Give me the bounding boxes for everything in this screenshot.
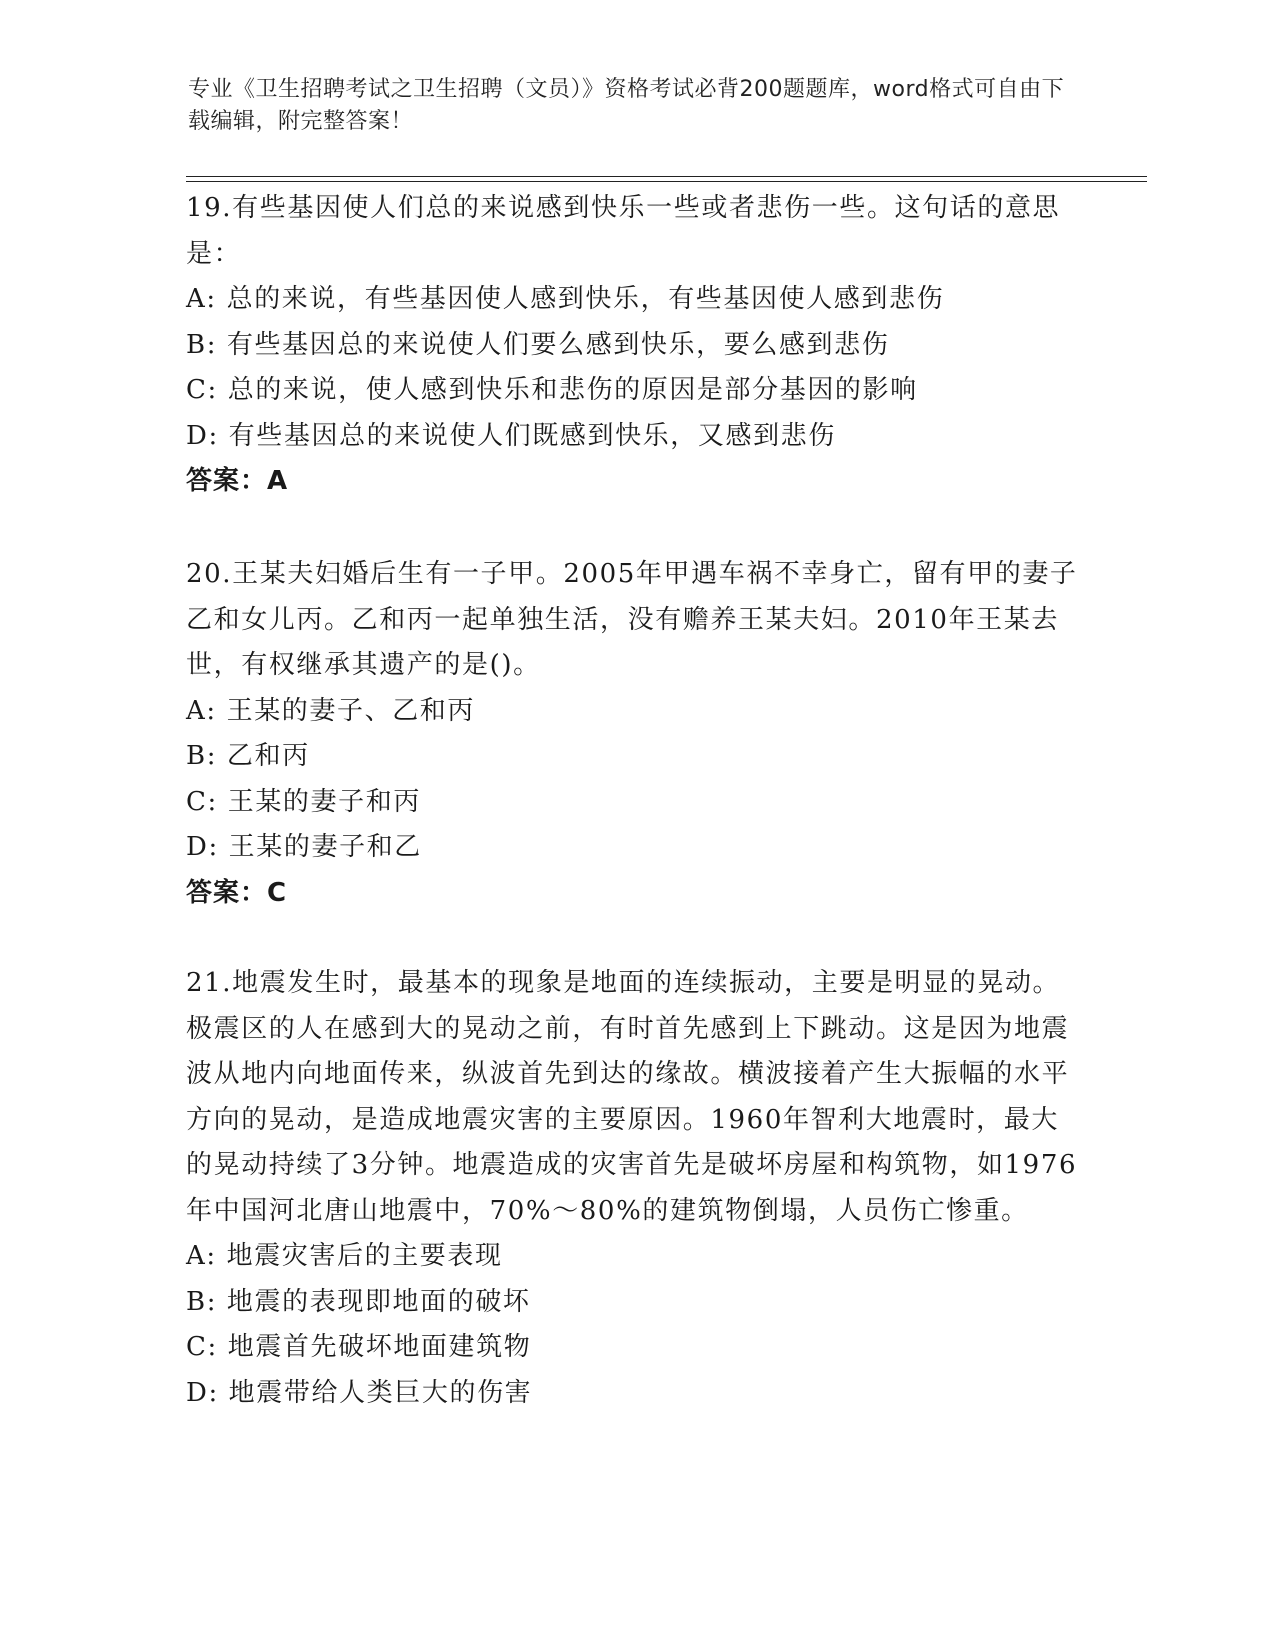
document-header: 专业《卫生招聘考试之卫生招聘（文员）》资格考试必背200题题库，word格式可自由下载编辑，附完整答案！ (188, 77, 1065, 134)
option-a: A: 地震灾害后的主要表现 (186, 1241, 503, 1271)
question-stem: 20.王某夫妇婚后生有一子甲。2005年甲遇车祸不幸身亡，留有甲的妻子乙和女儿丙。乙和丙一起单独生活，没有赡养王某夫妇。2010年王某去世，有权继承其遗产的是()。 (186, 559, 1078, 680)
option-d: D: 有些基因总的来说使人们既感到快乐，又感到悲伤 (186, 420, 836, 451)
option-a: A: 王某的妻子、乙和丙 (186, 695, 476, 726)
question-stem: 21.地震发生时，最基本的现象是地面的连续振动，主要是明显的晃动。极震区的人在感到大的晃动之前，有时首先感到上下跳动。这是因为地震波从地内向地面传来，纵波首先到达的缘故。横波接着产生大振幅的水平方向的晃动，是造成地震灾害的主要原因。1960年智利大地震时，最大的晃动持续了3分钟。地震造成的灾害首先是破坏房屋和构筑物，如1976年中国河北唐山地震中，70%～80%的建筑物倒塌，人员伤亡惨重。 (186, 968, 1078, 1226)
option-d: D: 王某的妻子和乙 (186, 832, 422, 862)
question-stem: 19.有些基因使人们总的来说感到快乐一些或者悲伤一些。这句话的意思是： (186, 193, 1061, 269)
header-rule-top (186, 176, 1147, 177)
option-b: B: 地震的表现即地面的破坏 (186, 1286, 531, 1317)
answer: 答案：A (186, 466, 289, 496)
question-19 (186, 186, 1086, 505)
question-21 (186, 961, 1086, 1416)
option-d: D: 地震带给人类巨大的伤害 (186, 1377, 533, 1408)
option-b: B: 乙和丙 (186, 741, 310, 771)
question-20 (186, 552, 1086, 916)
answer: 答案：C (186, 877, 288, 908)
option-c: C: 地震首先破坏地面建筑物 (186, 1332, 532, 1362)
option-c: C: 总的来说，使人感到快乐和悲伤的原因是部分基因的影响 (186, 375, 918, 405)
header-rule-bottom (186, 181, 1147, 182)
option-a: A: 总的来说，有些基因使人感到快乐，有些基因使人感到悲伤 (186, 284, 945, 314)
option-b: B: 有些基因总的来说使人们要么感到快乐，要么感到悲伤 (186, 329, 890, 360)
option-c: C: 王某的妻子和丙 (186, 786, 421, 817)
